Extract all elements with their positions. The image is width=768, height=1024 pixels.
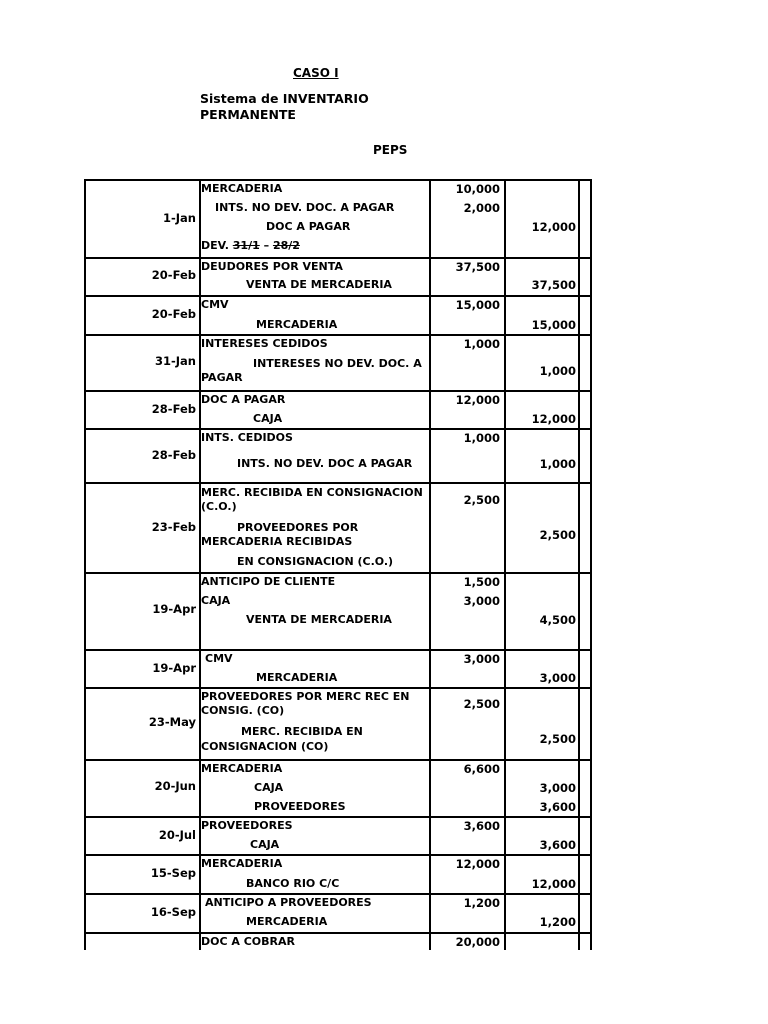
debit-account: MERC. RECIBIDA EN CONSIGNACION (201, 486, 423, 499)
debit-account: INTS. CEDIDOS (201, 431, 293, 444)
debit-account: ANTICIPO DE CLIENTE (201, 575, 336, 588)
credit-amount: 12,000 (531, 220, 576, 234)
entry-date: 19-Apr (152, 602, 196, 616)
entry-date: 15-Sep (150, 866, 196, 880)
debit-account: INTS. NO DEV. DOC. A PAGAR (215, 201, 395, 214)
credit-amount: 3,000 (539, 671, 576, 685)
debit-account: CAJA (201, 594, 231, 607)
credit-account: CAJA (250, 838, 280, 851)
journal-entry (84, 572, 592, 649)
credit-account: MERCADERIA (246, 915, 328, 928)
credit-account: BANCO RIO C/C (246, 877, 340, 890)
debit-account: MERCADERIA (201, 762, 283, 775)
journal-entry (84, 334, 592, 390)
debit-account: MERCADERIA (201, 857, 283, 870)
credit-amount: 12,000 (531, 412, 576, 426)
credit-amount: 1,000 (539, 364, 576, 378)
credit-amount: 1,000 (539, 457, 576, 471)
debit-account: PROVEEDORES POR MERC REC EN (201, 690, 410, 703)
journal-entry (84, 687, 592, 759)
journal-entry (84, 854, 592, 893)
debit-account: ANTICIPO A PROVEEDORES (205, 896, 372, 909)
debit-amount: 2,500 (463, 697, 500, 711)
journal-entry (84, 390, 592, 428)
debit-amount: 6,600 (463, 762, 500, 776)
journal-entry (84, 257, 592, 295)
journal-entry (84, 932, 592, 950)
entry-date: 16-Sep (150, 905, 196, 919)
debit-account: DOC A PAGAR (201, 393, 286, 406)
system-title-line-1: Sistema de INVENTARIO (200, 91, 369, 106)
entry-date: 20-Jul (158, 828, 196, 842)
credit-amount: 2,500 (539, 528, 576, 542)
system-title-line-2: PERMANENTE (200, 107, 296, 122)
debit-account: DOC A COBRAR (201, 935, 295, 948)
credit-account: PROVEEDORES (254, 800, 346, 813)
note-label: DEV. (201, 239, 229, 252)
credit-amount: 37,500 (531, 278, 576, 292)
credit-account-cont: CONSIGNACION (CO) (201, 740, 329, 753)
debit-account-cont: (C.O.) (201, 500, 237, 513)
credit-account-cont: EN CONSIGNACION (C.O.) (237, 555, 394, 568)
debit-amount: 3,000 (463, 652, 500, 666)
debit-amount: 1,200 (463, 896, 500, 910)
debit-amount: 37,500 (455, 260, 500, 274)
credit-amount: 1,200 (539, 915, 576, 929)
journal-entry (84, 759, 592, 816)
debit-amount: 1,000 (463, 431, 500, 445)
debit-amount: 1,000 (463, 337, 500, 351)
debit-amount: 3,000 (463, 594, 500, 608)
credit-account-cont: PAGAR (201, 371, 243, 384)
credit-account: VENTA DE MERCADERIA (246, 613, 392, 626)
journal-table (84, 179, 592, 950)
credit-account: PROVEEDORES POR (237, 521, 359, 534)
credit-amount: 3,000 (539, 781, 576, 795)
journal-entry (84, 893, 592, 932)
entry-date: 31-Jan (154, 354, 196, 368)
entry-date: 20-Feb (151, 268, 196, 282)
note-dash: – (263, 239, 270, 252)
debit-account-cont: CONSIG. (CO) (201, 704, 285, 717)
debit-amount: 12,000 (455, 857, 500, 871)
debit-amount: 1,500 (463, 575, 500, 589)
debit-amount: 12,000 (455, 393, 500, 407)
credit-account: VENTA DE MERCADERIA (246, 278, 392, 291)
debit-amount: 10,000 (455, 182, 500, 196)
debit-amount: 15,000 (455, 298, 500, 312)
entry-date: 20-Jun (154, 779, 196, 793)
credit-amount: 3,600 (539, 800, 576, 814)
entry-date: 1-Jan (162, 211, 196, 225)
journal-entry (84, 816, 592, 854)
credit-amount: 3,600 (539, 838, 576, 852)
debit-account: CMV (201, 298, 229, 311)
debit-account: PROVEEDORES (201, 819, 293, 832)
credit-amount: 2,500 (539, 732, 576, 746)
entry-date: 23-May (148, 715, 196, 729)
credit-account: INTS. NO DEV. DOC A PAGAR (237, 457, 413, 470)
journal-entry (84, 295, 592, 334)
credit-amount: 15,000 (531, 318, 576, 332)
entry-date: 19-Apr (152, 661, 196, 675)
entry-date: 28-Feb (151, 402, 196, 416)
debit-account: CMV (205, 652, 233, 665)
entry-date: 23-Feb (151, 520, 196, 534)
credit-account: DOC A PAGAR (266, 220, 351, 233)
struck-date: 28/2 (272, 239, 300, 252)
credit-account: MERC. RECIBIDA EN (241, 725, 363, 738)
credit-account: INTERESES NO DEV. DOC. A (253, 357, 422, 370)
entry-date: 20-Feb (151, 307, 196, 321)
journal-entry (84, 179, 592, 257)
debit-account: MERCADERIA (201, 182, 283, 195)
debit-amount: 2,500 (463, 493, 500, 507)
debit-account: INTERESES CEDIDOS (201, 337, 328, 350)
system-title (200, 91, 369, 123)
journal-entry (84, 649, 592, 687)
credit-account: MERCADERIA (256, 318, 338, 331)
case-title: CASO I (293, 66, 339, 80)
debit-amount: 2,000 (463, 201, 500, 215)
credit-account: CAJA (253, 412, 283, 425)
journal-entry (84, 428, 592, 482)
debit-account: DEUDORES POR VENTA (201, 260, 343, 273)
debit-amount: 20,000 (455, 935, 500, 949)
journal-entry (84, 482, 592, 572)
entry-date: 28-Feb (151, 448, 196, 462)
struck-date: 31/1 (232, 239, 260, 252)
credit-amount: 12,000 (531, 877, 576, 891)
credit-account: MERCADERIA (256, 671, 338, 684)
credit-account-cont: MERCADERIA RECIBIDAS (201, 535, 353, 548)
maturity-note (201, 239, 300, 252)
credit-amount: 4,500 (539, 613, 576, 627)
method-title: PEPS (373, 143, 408, 157)
credit-account: CAJA (254, 781, 284, 794)
debit-amount: 3,600 (463, 819, 500, 833)
